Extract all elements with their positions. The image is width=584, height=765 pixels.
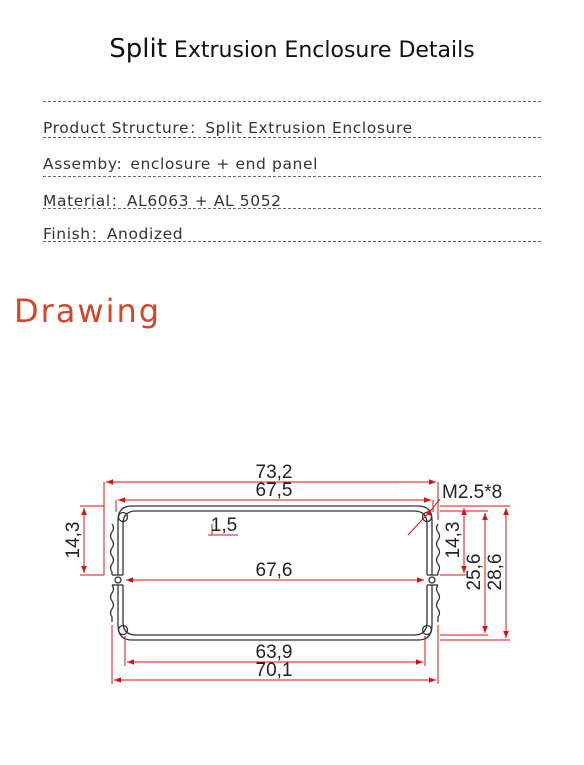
- spec-table: [43, 101, 541, 242]
- spec-row-structure: [43, 102, 541, 138]
- section-heading-drawing: Drawing: [14, 292, 162, 330]
- dim-label-overall-height: 28,6: [485, 553, 506, 591]
- right-wave-top: [437, 524, 440, 575]
- left-wave-top: [111, 524, 114, 575]
- title-first-word: Split: [109, 34, 167, 64]
- technical-drawing: [0, 440, 584, 700]
- dimension-lines: [80, 482, 510, 684]
- dim-label-bottom-inner-width: 63,9: [255, 642, 293, 663]
- dim-label-wall-thickness: 1,5: [210, 515, 238, 536]
- screw-leader: [408, 509, 432, 535]
- spec-row-material: [43, 177, 541, 209]
- dim-label-bottom-width: 70,1: [255, 660, 293, 681]
- right-wave-bottom: [437, 585, 440, 622]
- spec-row-assembly: [43, 138, 541, 177]
- title-rest: Extrusion Enclosure Details: [166, 38, 475, 63]
- spec-text-material: Material：AL6063 + AL 5052: [43, 192, 282, 210]
- page-title: [0, 34, 584, 64]
- spec-text-finish: Finish：Anodized: [43, 225, 184, 243]
- spec-text-assembly: Assemby: enclosure + end panel: [43, 155, 319, 173]
- dim-label-overall-width: 73,2: [255, 462, 293, 483]
- bottom-shell-outline: [118, 585, 432, 640]
- left-wave-bottom: [111, 585, 114, 622]
- dim-label-left-height: 14,3: [63, 521, 84, 559]
- spec-text-structure: Product Structure：Split Extrusion Enclosure: [43, 119, 413, 137]
- dim-label-right-height: 14,3: [443, 521, 464, 559]
- dim-label-screw-spec: M2.5*8: [442, 482, 503, 503]
- dim-label-inner-top-width: 67,5: [255, 480, 293, 501]
- dim-label-split-width: 67,6: [255, 560, 293, 581]
- bottom-shell-inner: [123, 585, 427, 635]
- spec-row-finish: [43, 209, 541, 242]
- dimension-labels: [63, 462, 506, 681]
- dim-label-inner-height: 25,6: [464, 553, 485, 591]
